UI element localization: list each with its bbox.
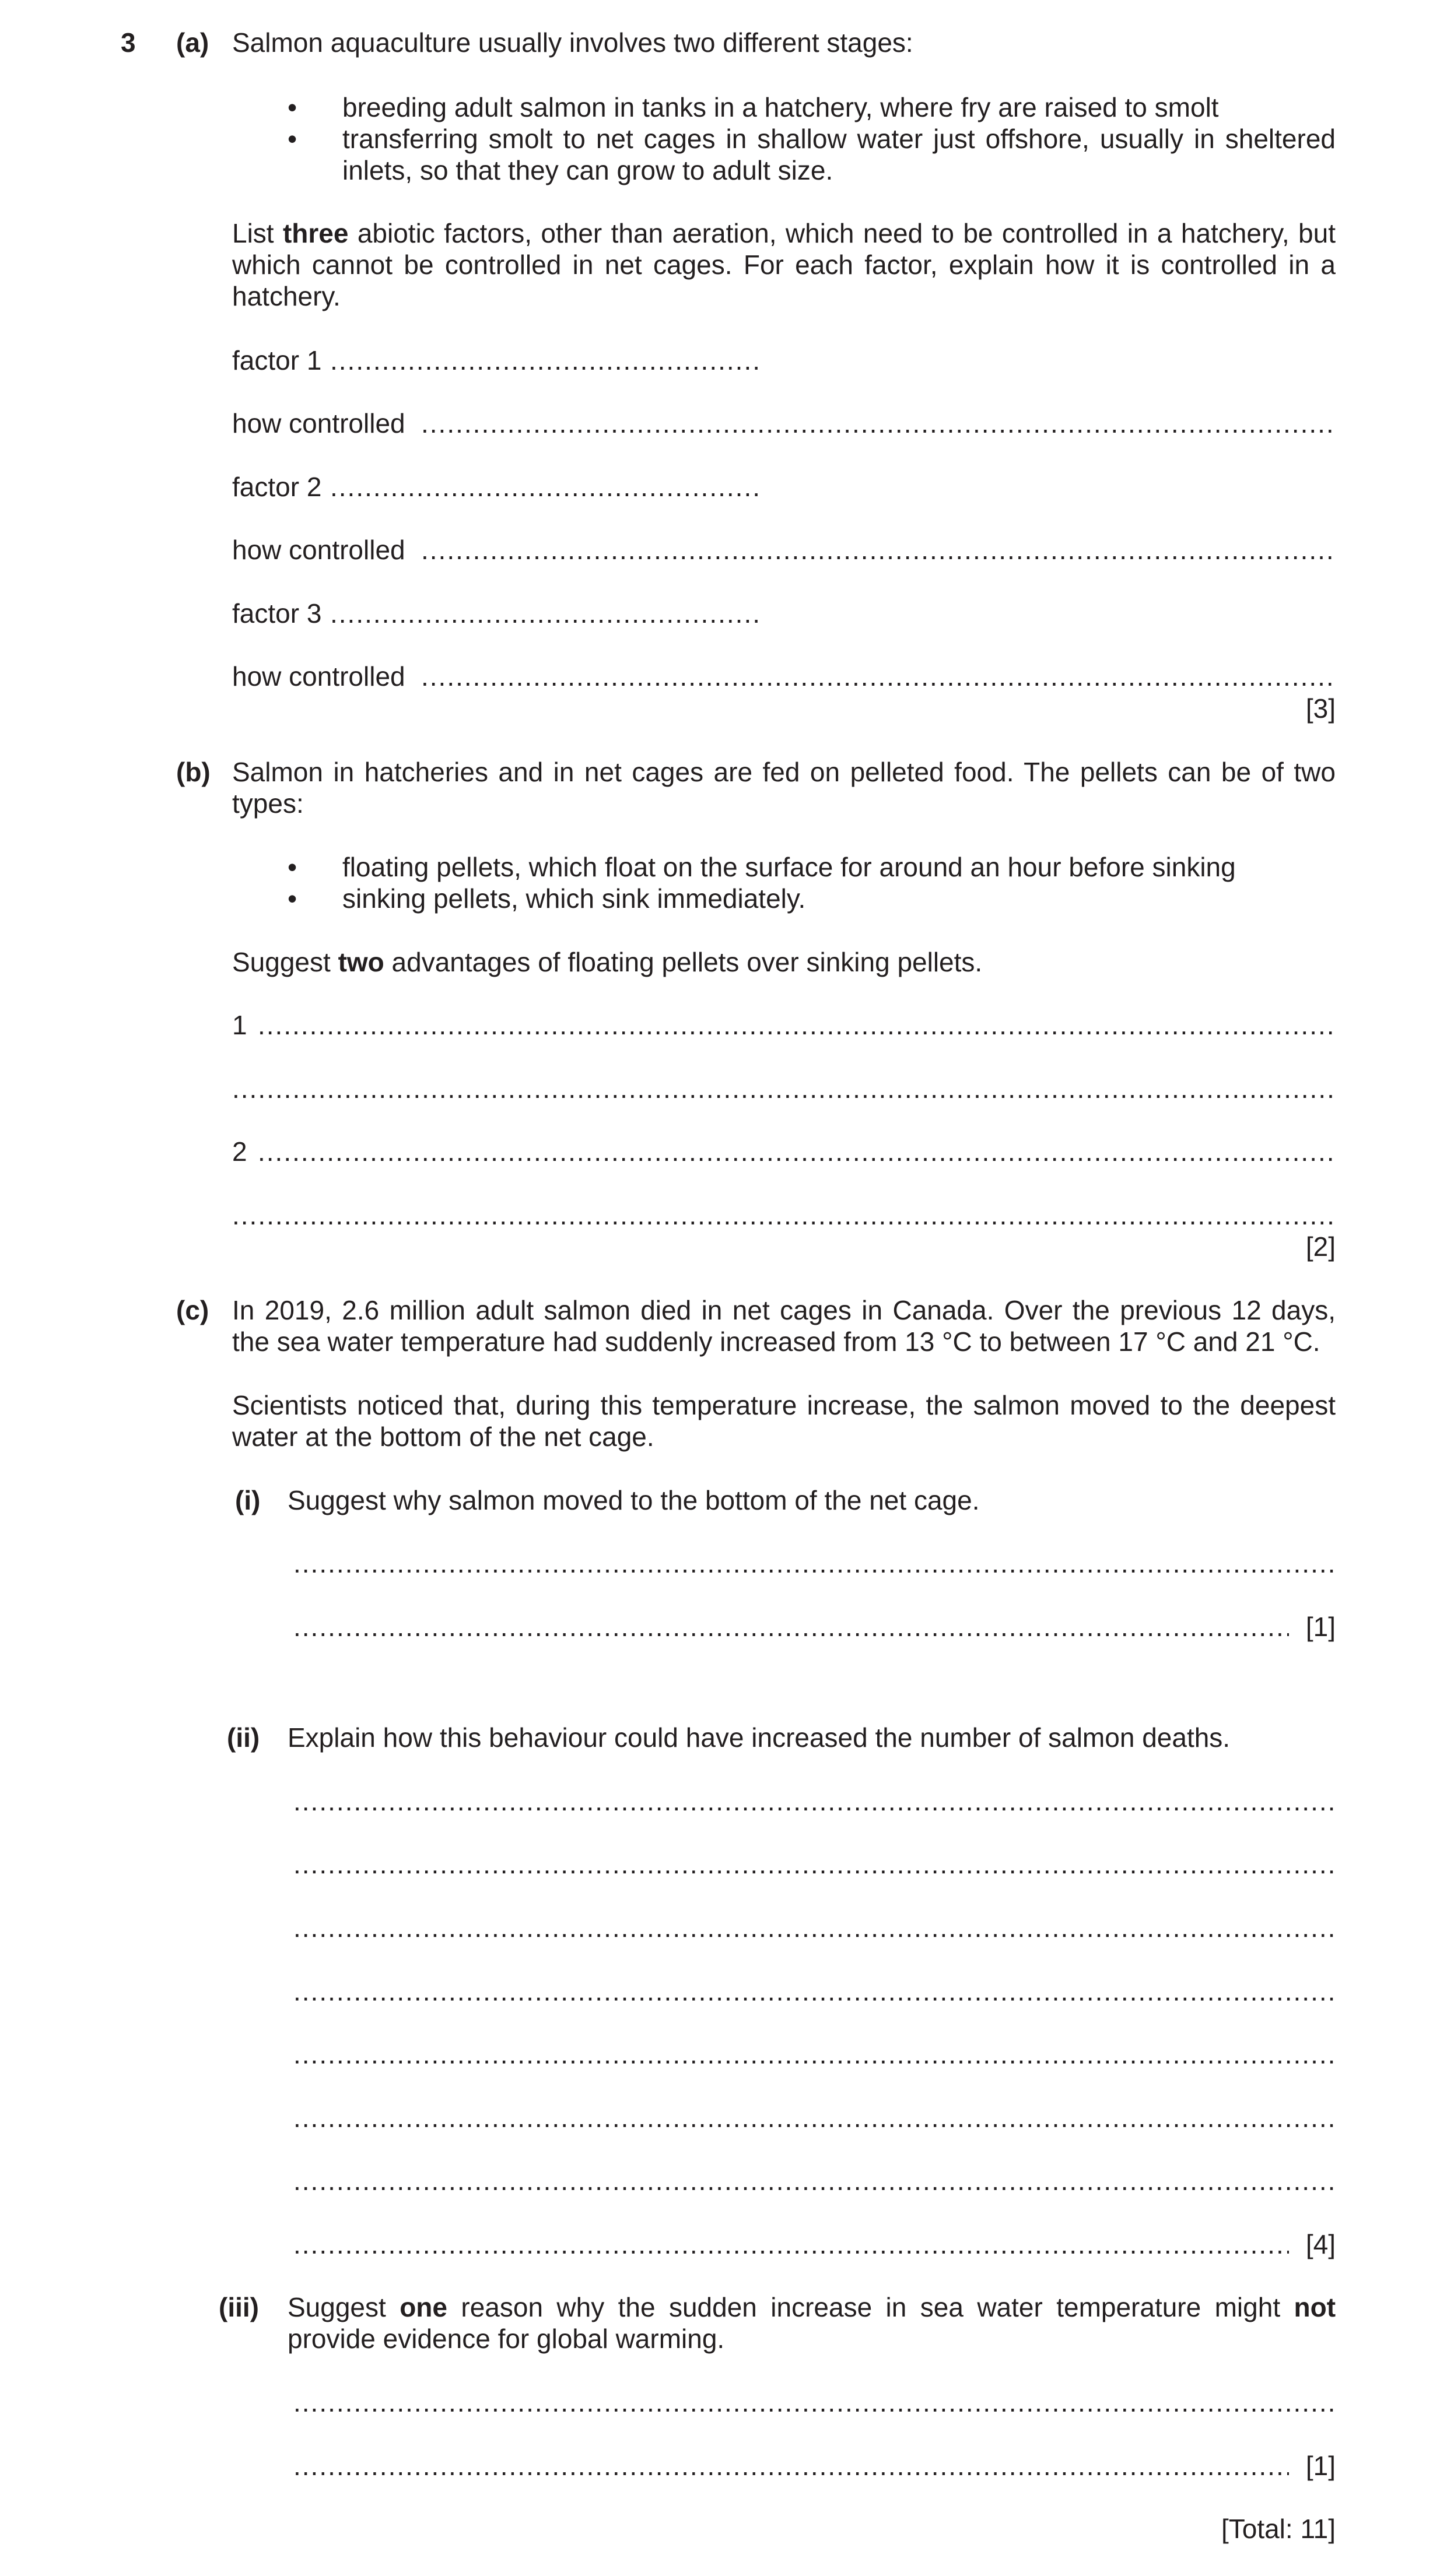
bullet-icon: • — [288, 124, 297, 154]
part-a-instruction: List three abiotic factors, other than aeration, which need to be controlled in a hatchery, but which cannot be controlled in net cages. For each factor, explain how it is controlled in a hatchery. — [232, 218, 1336, 311]
answer-2-line-2[interactable] — [232, 1199, 1336, 1231]
part-c-intro: In 2019, 2.6 million adult salmon died in net cages in Canada. Over the previous 12 days, the sea water temperature had suddenly increased from 13 °C to between 17 °C and 21 °C. — [232, 1295, 1336, 1357]
part-b-intro: Salmon in hatcheries and in net cages are fed on pelleted food. The pellets can be of two types: — [232, 757, 1336, 819]
part-a-bullet-2: transferring smolt to net cages in shallow water just offshore, usually in sheltered inlets, so that they can grow to adult size. — [342, 124, 1336, 185]
answer-1-label: 1 — [232, 1010, 247, 1040]
sub-iii-question: Suggest one reason why the sudden increase in sea water temperature might not provide evidence for global warming. — [288, 2292, 1336, 2354]
part-b-bullet-1: floating pellets, which float on the surface for around an hour before sinking — [342, 852, 1236, 882]
part-a-marks: [3] — [1305, 693, 1336, 724]
part-b-marks: [2] — [1305, 1231, 1336, 1262]
how-controlled-2-label: how controlled — [232, 535, 405, 565]
sub-ii-answer-line-3[interactable] — [293, 1912, 1336, 1943]
factor-1-answer-line[interactable] — [330, 345, 763, 376]
part-c-observation: Scientists noticed that, during this temperature increase, the salmon moved to the deepest water at the bottom of the net cage. — [232, 1390, 1336, 1452]
part-b-instruction: Suggest two advantages of floating pellets over sinking pellets. — [232, 947, 983, 977]
answer-1-line-2[interactable] — [232, 1073, 1336, 1104]
how-controlled-1-answer-line[interactable] — [421, 408, 1336, 439]
part-b-label: (b) — [176, 757, 211, 787]
sub-iii-answer-line-1[interactable] — [293, 2387, 1336, 2418]
how-controlled-2-answer-line[interactable] — [421, 534, 1336, 566]
sub-i-answer-line-2[interactable] — [293, 1611, 1289, 1643]
sub-ii-answer-line-8[interactable] — [293, 2228, 1289, 2260]
factor-2-answer-line[interactable] — [330, 471, 763, 503]
sub-i-question: Suggest why salmon moved to the bottom of the net cage. — [288, 1485, 980, 1515]
sub-ii-answer-line-6[interactable] — [293, 2102, 1336, 2133]
answer-2-line-1[interactable] — [258, 1136, 1336, 1167]
part-b-bullet-2: sinking pellets, which sink immediately. — [342, 883, 806, 914]
sub-ii-answer-line-4[interactable] — [293, 1975, 1336, 2007]
sub-iii-label: (iii) — [219, 2292, 259, 2322]
question-total: [Total: 11] — [1221, 2514, 1336, 2544]
part-c-label: (c) — [176, 1295, 209, 1325]
answer-1-line-1[interactable] — [258, 1009, 1336, 1041]
factor-1-label: factor 1 — [232, 345, 322, 375]
sub-ii-marks: [4] — [1305, 2229, 1336, 2259]
part-a-bullet-1: breeding adult salmon in tanks in a hatchery, where fry are raised to smolt — [342, 92, 1219, 122]
sub-ii-answer-line-5[interactable] — [293, 2038, 1336, 2070]
factor-3-label: factor 3 — [232, 598, 322, 629]
sub-i-answer-line-1[interactable] — [293, 1547, 1336, 1579]
factor-3-answer-line[interactable] — [330, 598, 763, 629]
how-controlled-3-label: how controlled — [232, 661, 405, 692]
sub-ii-label: (ii) — [227, 1722, 260, 1753]
bullet-icon: • — [288, 852, 297, 882]
sub-ii-answer-line-7[interactable] — [293, 2165, 1336, 2196]
part-a-intro: Salmon aquaculture usually involves two different stages: — [232, 27, 913, 58]
sub-ii-answer-line-1[interactable] — [293, 1785, 1336, 1817]
how-controlled-3-answer-line[interactable] — [421, 661, 1336, 692]
sub-ii-answer-line-2[interactable] — [293, 1848, 1336, 1880]
sub-iii-answer-line-2[interactable] — [293, 2450, 1289, 2482]
sub-i-label: (i) — [235, 1485, 261, 1515]
part-a-label: (a) — [176, 27, 209, 58]
bullet-icon: • — [288, 883, 297, 914]
factor-2-label: factor 2 — [232, 472, 322, 502]
question-number: 3 — [121, 27, 136, 58]
sub-iii-marks: [1] — [1305, 2451, 1336, 2481]
sub-ii-question: Explain how this behaviour could have increased the number of salmon deaths. — [288, 1722, 1231, 1753]
sub-i-marks: [1] — [1305, 1612, 1336, 1642]
how-controlled-1-label: how controlled — [232, 408, 405, 438]
answer-2-label: 2 — [232, 1136, 247, 1167]
bullet-icon: • — [288, 92, 297, 122]
